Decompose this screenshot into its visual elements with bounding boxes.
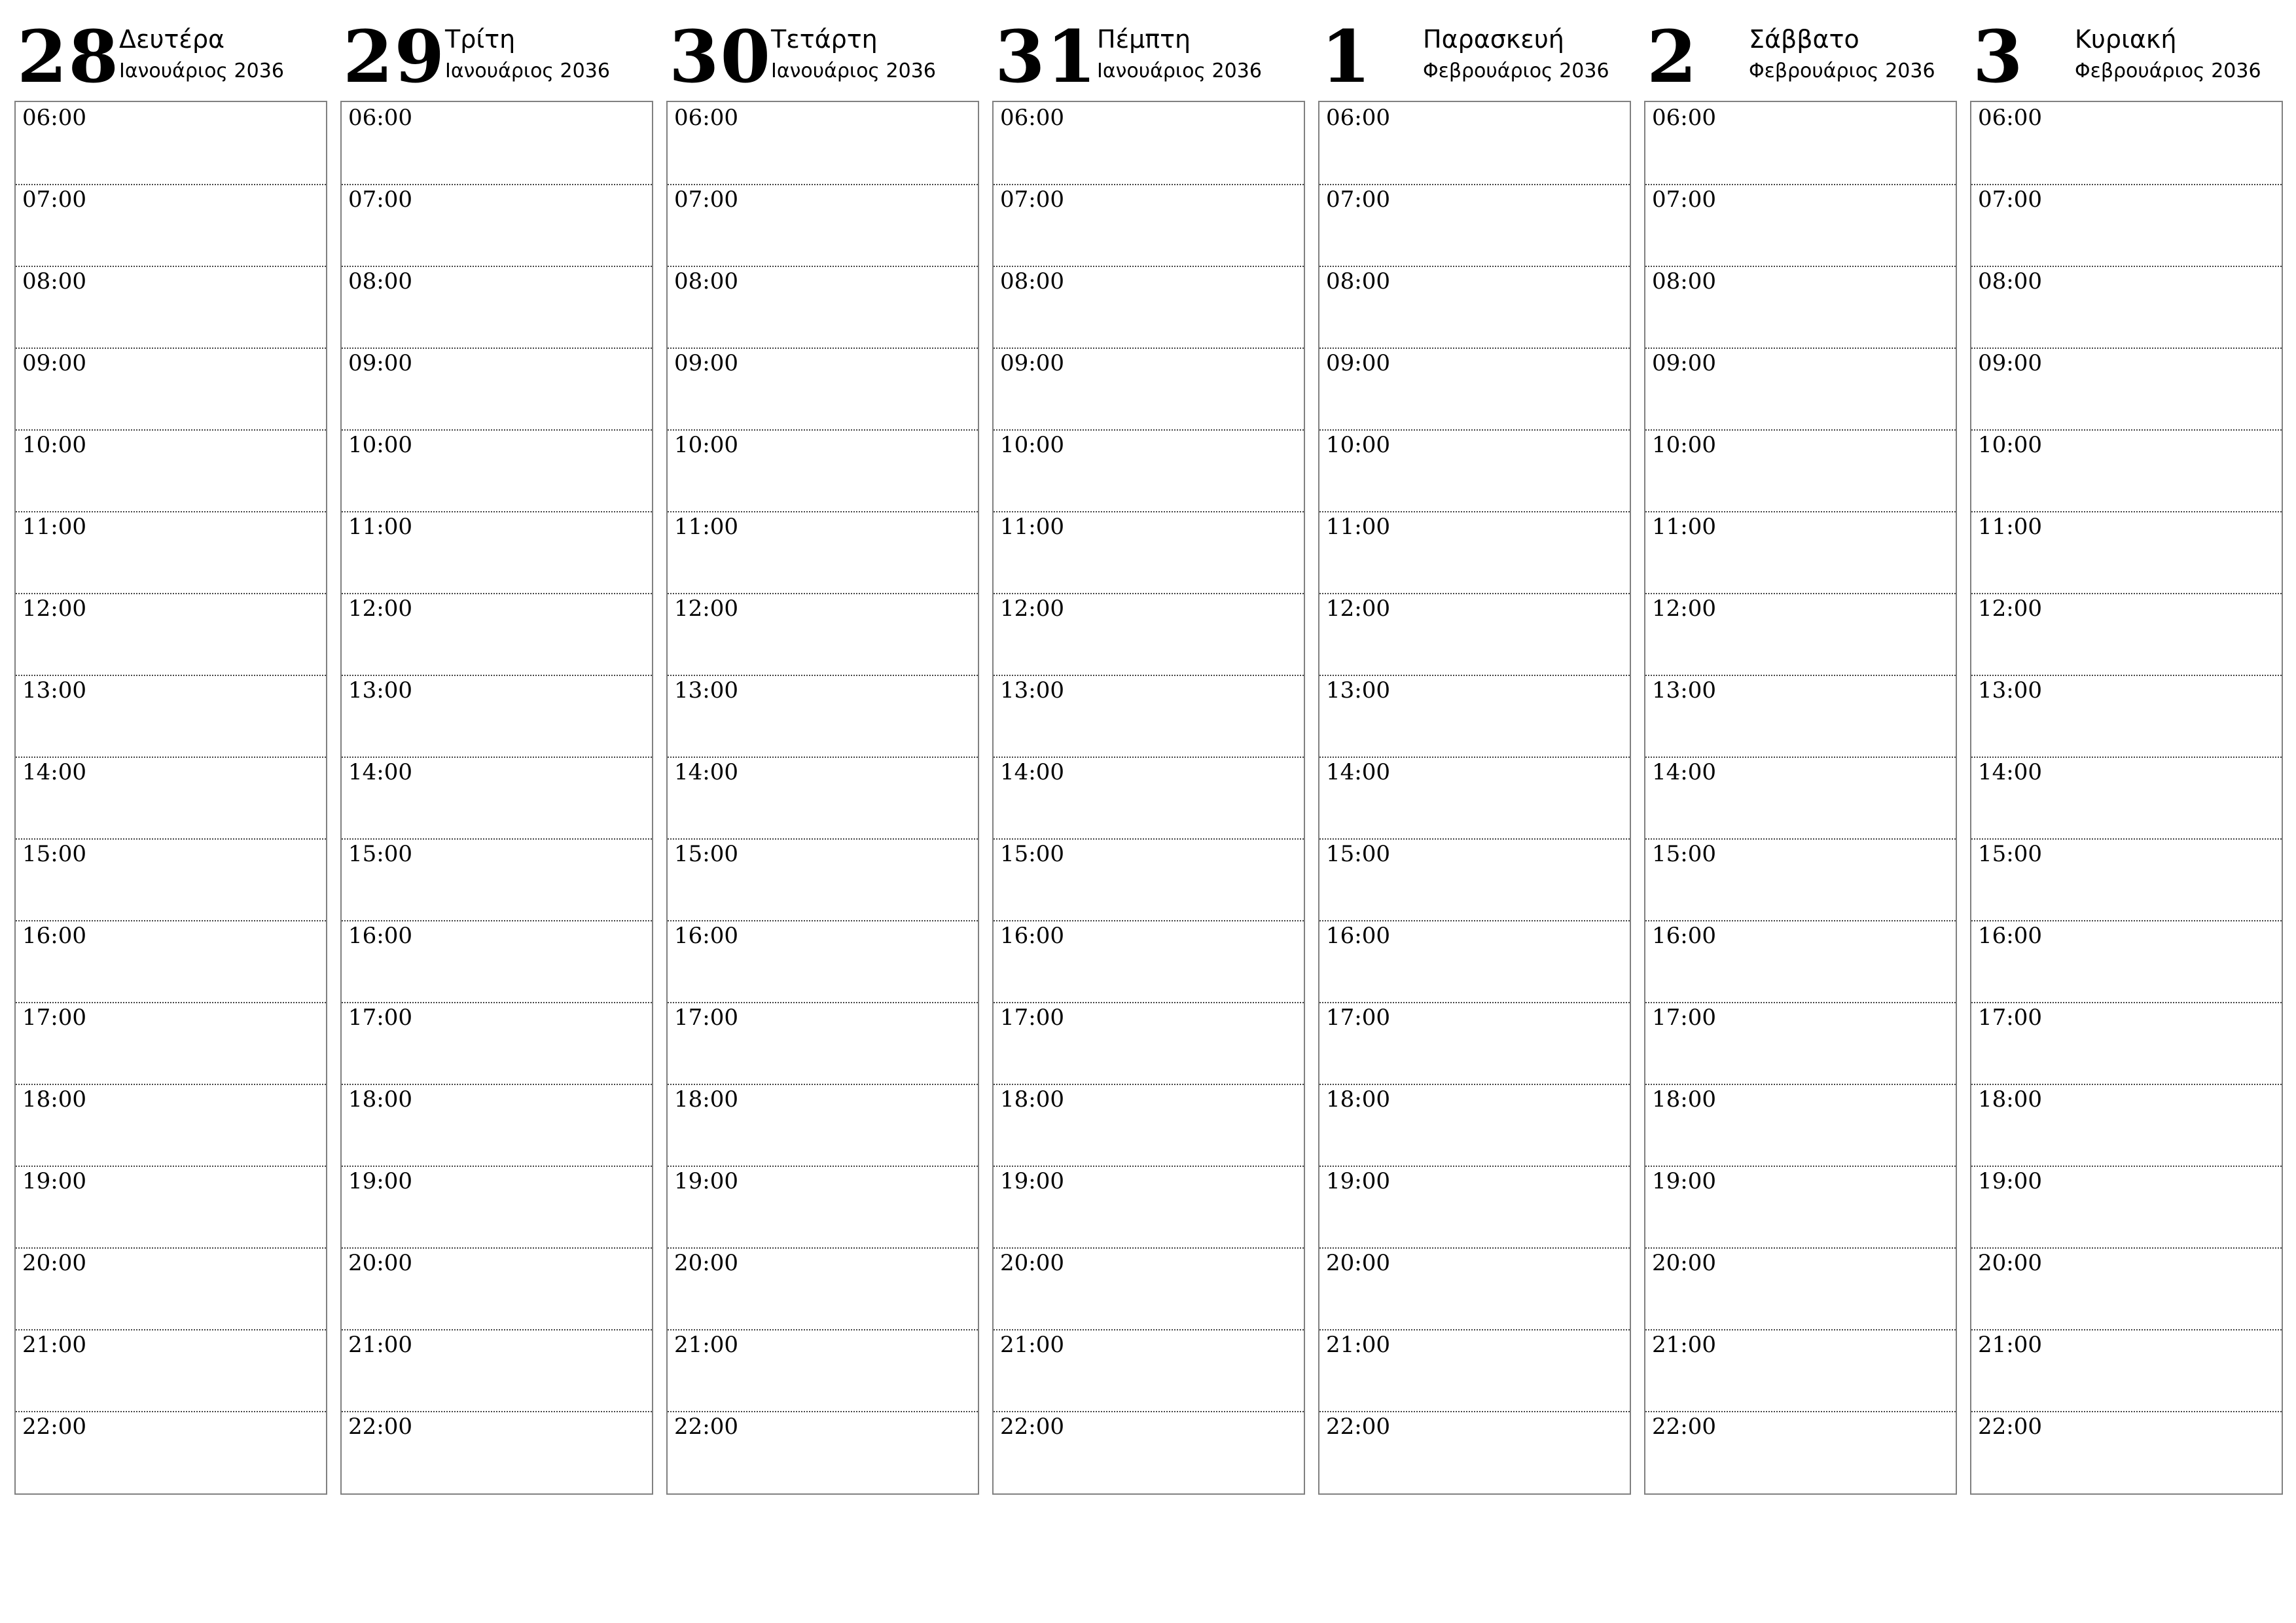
time-slot[interactable] [342,920,652,1003]
time-label: 09:00 [1652,350,1716,376]
time-slot[interactable] [342,1411,652,1493]
time-label: 16:00 [22,923,86,949]
time-slot[interactable] [342,266,652,349]
time-label: 10:00 [674,432,738,458]
time-label: 21:00 [1326,1332,1390,1358]
time-slot[interactable] [1971,1329,2282,1412]
time-label: 22:00 [22,1414,86,1440]
time-label: 22:00 [674,1414,738,1440]
time-label: 20:00 [1326,1250,1390,1276]
time-slot[interactable] [1319,1002,1630,1085]
time-slot[interactable] [342,1247,652,1330]
time-slot[interactable] [1645,675,1956,758]
day-name: Παρασκευή [1423,25,1564,54]
time-slot[interactable] [668,1084,978,1167]
time-slot[interactable] [1645,593,1956,676]
time-slot[interactable] [994,1247,1304,1330]
time-label: 19:00 [1326,1168,1390,1194]
time-slot[interactable] [1645,266,1956,349]
time-label: 19:00 [22,1168,86,1194]
time-slot[interactable] [1319,1411,1630,1493]
time-slot[interactable] [16,838,326,921]
time-label: 18:00 [1326,1086,1390,1113]
time-label: 14:00 [1978,759,2042,785]
time-label: 08:00 [348,268,412,294]
time-slots [1644,101,1957,1495]
time-slot[interactable] [1319,511,1630,594]
time-slot[interactable] [1971,102,2282,185]
time-slot[interactable] [1971,838,2282,921]
time-label: 12:00 [1978,596,2042,622]
time-slot[interactable] [1971,1166,2282,1249]
time-slot[interactable] [342,184,652,267]
time-label: 11:00 [1652,514,1716,540]
time-slots [340,101,653,1495]
time-label: 22:00 [1652,1414,1716,1440]
time-slot[interactable] [668,429,978,512]
time-slot[interactable] [994,102,1304,185]
time-slot[interactable] [1971,675,2282,758]
time-label: 22:00 [1000,1414,1064,1440]
time-slot[interactable] [16,511,326,594]
time-slot[interactable] [16,1329,326,1412]
time-slot[interactable] [994,1329,1304,1412]
time-slot[interactable] [1971,920,2282,1003]
month-year: Φεβρουάριος 2036 [2075,60,2261,82]
day-header [666,0,979,98]
time-slot[interactable] [1645,184,1956,267]
time-label: 07:00 [674,187,738,213]
time-slot[interactable] [16,348,326,431]
time-label: 08:00 [1652,268,1716,294]
time-slot[interactable] [1319,266,1630,349]
time-slot[interactable] [16,266,326,349]
time-slot[interactable] [1645,838,1956,921]
time-label: 07:00 [1326,187,1390,213]
time-slot[interactable] [668,1329,978,1412]
time-slot[interactable] [1971,593,2282,676]
time-label: 11:00 [22,514,86,540]
time-label: 21:00 [22,1332,86,1358]
time-slot[interactable] [994,348,1304,431]
time-label: 10:00 [1326,432,1390,458]
time-slot[interactable] [994,1084,1304,1167]
time-label: 21:00 [1978,1332,2042,1358]
time-label: 17:00 [674,1005,738,1031]
time-label: 22:00 [348,1414,412,1440]
time-slot[interactable] [668,838,978,921]
time-label: 18:00 [1652,1086,1716,1113]
time-label: 19:00 [1978,1168,2042,1194]
time-label: 10:00 [1978,432,2042,458]
time-label: 18:00 [22,1086,86,1113]
time-label: 21:00 [674,1332,738,1358]
time-slot[interactable] [1319,675,1630,758]
time-slot[interactable] [342,348,652,431]
time-label: 09:00 [22,350,86,376]
day-number: 3 [1973,14,2024,99]
time-label: 06:00 [1652,105,1716,131]
time-label: 17:00 [22,1005,86,1031]
time-slot[interactable] [1971,757,2282,840]
time-label: 11:00 [1000,514,1064,540]
time-slot[interactable] [1971,348,2282,431]
time-label: 15:00 [348,841,412,867]
time-label: 14:00 [1000,759,1064,785]
time-slot[interactable] [994,757,1304,840]
day-header [1644,0,1957,98]
month-year: Φεβρουάριος 2036 [1749,60,1935,82]
time-slot[interactable] [1645,920,1956,1003]
time-slot[interactable] [1645,757,1956,840]
time-label: 12:00 [22,596,86,622]
time-slot[interactable] [994,429,1304,512]
time-label: 09:00 [1326,350,1390,376]
time-slots [1318,101,1631,1495]
time-label: 18:00 [674,1086,738,1113]
time-slot[interactable] [16,1411,326,1493]
time-slot[interactable] [342,1166,652,1249]
time-label: 14:00 [348,759,412,785]
time-label: 14:00 [674,759,738,785]
time-slot[interactable] [1971,1084,2282,1167]
time-slot[interactable] [1645,348,1956,431]
time-slot[interactable] [668,675,978,758]
time-slot[interactable] [1971,184,2282,267]
time-label: 13:00 [1000,677,1064,704]
time-label: 15:00 [1652,841,1716,867]
time-label: 14:00 [22,759,86,785]
time-label: 14:00 [1326,759,1390,785]
time-label: 07:00 [22,187,86,213]
time-label: 18:00 [1978,1086,2042,1113]
time-label: 15:00 [1000,841,1064,867]
time-label: 13:00 [1326,677,1390,704]
time-slot[interactable] [342,757,652,840]
time-slot[interactable] [16,920,326,1003]
time-slot[interactable] [342,1002,652,1085]
time-slot[interactable] [668,757,978,840]
time-label: 16:00 [1652,923,1716,949]
time-label: 22:00 [1326,1414,1390,1440]
day-header [14,0,327,98]
time-slot[interactable] [342,675,652,758]
time-slot[interactable] [1319,593,1630,676]
month-year: Ιανουάριος 2036 [1097,60,1262,82]
time-label: 19:00 [1652,1168,1716,1194]
time-label: 17:00 [1652,1005,1716,1031]
day-header [1970,0,2283,98]
time-label: 12:00 [1000,596,1064,622]
time-slot[interactable] [1319,757,1630,840]
time-label: 20:00 [22,1250,86,1276]
time-slot[interactable] [1645,102,1956,185]
day-name: Τρίτη [445,25,516,54]
time-label: 15:00 [1326,841,1390,867]
time-slot[interactable] [1971,1002,2282,1085]
time-slot[interactable] [1319,920,1630,1003]
time-slot[interactable] [1645,1166,1956,1249]
day-number: 1 [1321,14,1372,99]
time-label: 16:00 [1326,923,1390,949]
time-label: 08:00 [674,268,738,294]
time-label: 15:00 [1978,841,2042,867]
time-slot[interactable] [994,838,1304,921]
time-label: 10:00 [22,432,86,458]
time-label: 16:00 [674,923,738,949]
time-label: 19:00 [348,1168,412,1194]
time-slot[interactable] [1319,102,1630,185]
day-number: 2 [1647,14,1698,99]
time-label: 20:00 [674,1250,738,1276]
time-slot[interactable] [994,1002,1304,1085]
day-number: 28 [17,14,120,99]
day-number: 29 [343,14,446,99]
time-label: 12:00 [1326,596,1390,622]
time-slot[interactable] [668,593,978,676]
time-slot[interactable] [668,184,978,267]
day-header [340,0,653,98]
time-label: 07:00 [1978,187,2042,213]
time-label: 17:00 [348,1005,412,1031]
time-slot[interactable] [1645,511,1956,594]
time-label: 20:00 [348,1250,412,1276]
time-slot[interactable] [342,593,652,676]
time-label: 21:00 [1652,1332,1716,1358]
time-slot[interactable] [994,1166,1304,1249]
time-slot[interactable] [16,593,326,676]
time-slot[interactable] [994,1411,1304,1493]
time-slot[interactable] [342,102,652,185]
time-label: 13:00 [674,677,738,704]
time-label: 13:00 [22,677,86,704]
time-slot[interactable] [16,1166,326,1249]
time-label: 13:00 [1978,677,2042,704]
time-slot[interactable] [1645,1329,1956,1412]
time-label: 20:00 [1652,1250,1716,1276]
time-slots [992,101,1305,1495]
time-label: 19:00 [1000,1168,1064,1194]
time-slots [666,101,979,1495]
time-label: 09:00 [674,350,738,376]
time-label: 07:00 [1652,187,1716,213]
time-label: 21:00 [1000,1332,1064,1358]
time-label: 10:00 [348,432,412,458]
time-label: 12:00 [1652,596,1716,622]
time-slot[interactable] [1319,348,1630,431]
time-slot[interactable] [1319,838,1630,921]
time-label: 13:00 [348,677,412,704]
time-slot[interactable] [1971,429,2282,512]
time-label: 09:00 [1000,350,1064,376]
time-slot[interactable] [342,838,652,921]
day-header [992,0,1305,98]
time-slot[interactable] [1319,1166,1630,1249]
time-slot[interactable] [1319,1247,1630,1330]
time-slot[interactable] [994,266,1304,349]
time-label: 08:00 [22,268,86,294]
time-slot[interactable] [668,1166,978,1249]
day-header [1318,0,1631,98]
time-slot[interactable] [668,1002,978,1085]
time-slot[interactable] [1319,184,1630,267]
time-label: 12:00 [348,596,412,622]
time-slot[interactable] [1645,429,1956,512]
time-label: 07:00 [348,187,412,213]
time-label: 06:00 [1326,105,1390,131]
time-slot[interactable] [668,920,978,1003]
time-label: 17:00 [1000,1005,1064,1031]
month-year: Ιανουάριος 2036 [119,60,284,82]
time-label: 16:00 [1978,923,2042,949]
time-label: 13:00 [1652,677,1716,704]
time-label: 16:00 [1000,923,1064,949]
time-slot[interactable] [1971,511,2282,594]
time-label: 21:00 [348,1332,412,1358]
time-slot[interactable] [668,348,978,431]
time-label: 11:00 [1978,514,2042,540]
day-name: Κυριακή [2075,25,2177,54]
day-name: Τετάρτη [771,25,878,54]
time-label: 22:00 [1978,1414,2042,1440]
time-slot[interactable] [16,757,326,840]
time-slot[interactable] [994,511,1304,594]
time-slot[interactable] [16,184,326,267]
time-slots [1970,101,2283,1495]
time-slot[interactable] [16,675,326,758]
time-slot[interactable] [1319,1084,1630,1167]
time-slot[interactable] [16,102,326,185]
time-label: 20:00 [1978,1250,2042,1276]
time-label: 16:00 [348,923,412,949]
time-label: 18:00 [348,1086,412,1113]
time-label: 09:00 [348,350,412,376]
time-slot[interactable] [16,1247,326,1330]
day-name: Πέμπτη [1097,25,1191,54]
time-slot[interactable] [1645,1247,1956,1330]
time-slot[interactable] [1971,266,2282,349]
time-label: 17:00 [1978,1005,2042,1031]
time-slot[interactable] [668,102,978,185]
time-label: 09:00 [1978,350,2042,376]
time-slot[interactable] [1971,1411,2282,1493]
time-slot[interactable] [994,920,1304,1003]
day-number: 30 [669,14,772,99]
time-label: 11:00 [1326,514,1390,540]
time-label: 06:00 [1978,105,2042,131]
time-label: 06:00 [674,105,738,131]
time-slot[interactable] [1971,1247,2282,1330]
month-year: Ιανουάριος 2036 [445,60,610,82]
time-label: 06:00 [22,105,86,131]
time-label: 08:00 [1978,268,2042,294]
time-slot[interactable] [342,429,652,512]
time-slot[interactable] [342,1084,652,1167]
time-label: 18:00 [1000,1086,1064,1113]
time-label: 15:00 [674,841,738,867]
time-slot[interactable] [16,429,326,512]
time-slot[interactable] [994,184,1304,267]
day-name: Δευτέρα [119,25,225,54]
time-label: 08:00 [1000,268,1064,294]
time-label: 17:00 [1326,1005,1390,1031]
time-label: 12:00 [674,596,738,622]
time-slot[interactable] [1645,1002,1956,1085]
time-slot[interactable] [1645,1411,1956,1493]
time-slot[interactable] [668,511,978,594]
time-slot[interactable] [342,1329,652,1412]
time-slot[interactable] [342,511,652,594]
time-label: 11:00 [674,514,738,540]
time-label: 06:00 [348,105,412,131]
time-slots [14,101,327,1495]
time-slot[interactable] [1319,1329,1630,1412]
time-label: 10:00 [1000,432,1064,458]
month-year: Φεβρουάριος 2036 [1423,60,1609,82]
time-label: 07:00 [1000,187,1064,213]
month-year: Ιανουάριος 2036 [771,60,936,82]
time-slot[interactable] [1645,1084,1956,1167]
time-label: 10:00 [1652,432,1716,458]
day-number: 31 [995,14,1098,99]
time-slot[interactable] [16,1002,326,1085]
time-label: 08:00 [1326,268,1390,294]
time-label: 20:00 [1000,1250,1064,1276]
time-slot[interactable] [994,593,1304,676]
day-name: Σάββατο [1749,25,1859,54]
time-slot[interactable] [668,1247,978,1330]
time-label: 19:00 [674,1168,738,1194]
time-label: 14:00 [1652,759,1716,785]
time-label: 11:00 [348,514,412,540]
time-slot[interactable] [1319,429,1630,512]
time-label: 15:00 [22,841,86,867]
time-slot[interactable] [16,1084,326,1167]
time-slot[interactable] [994,675,1304,758]
time-slot[interactable] [668,266,978,349]
time-slot[interactable] [668,1411,978,1493]
time-label: 06:00 [1000,105,1064,131]
